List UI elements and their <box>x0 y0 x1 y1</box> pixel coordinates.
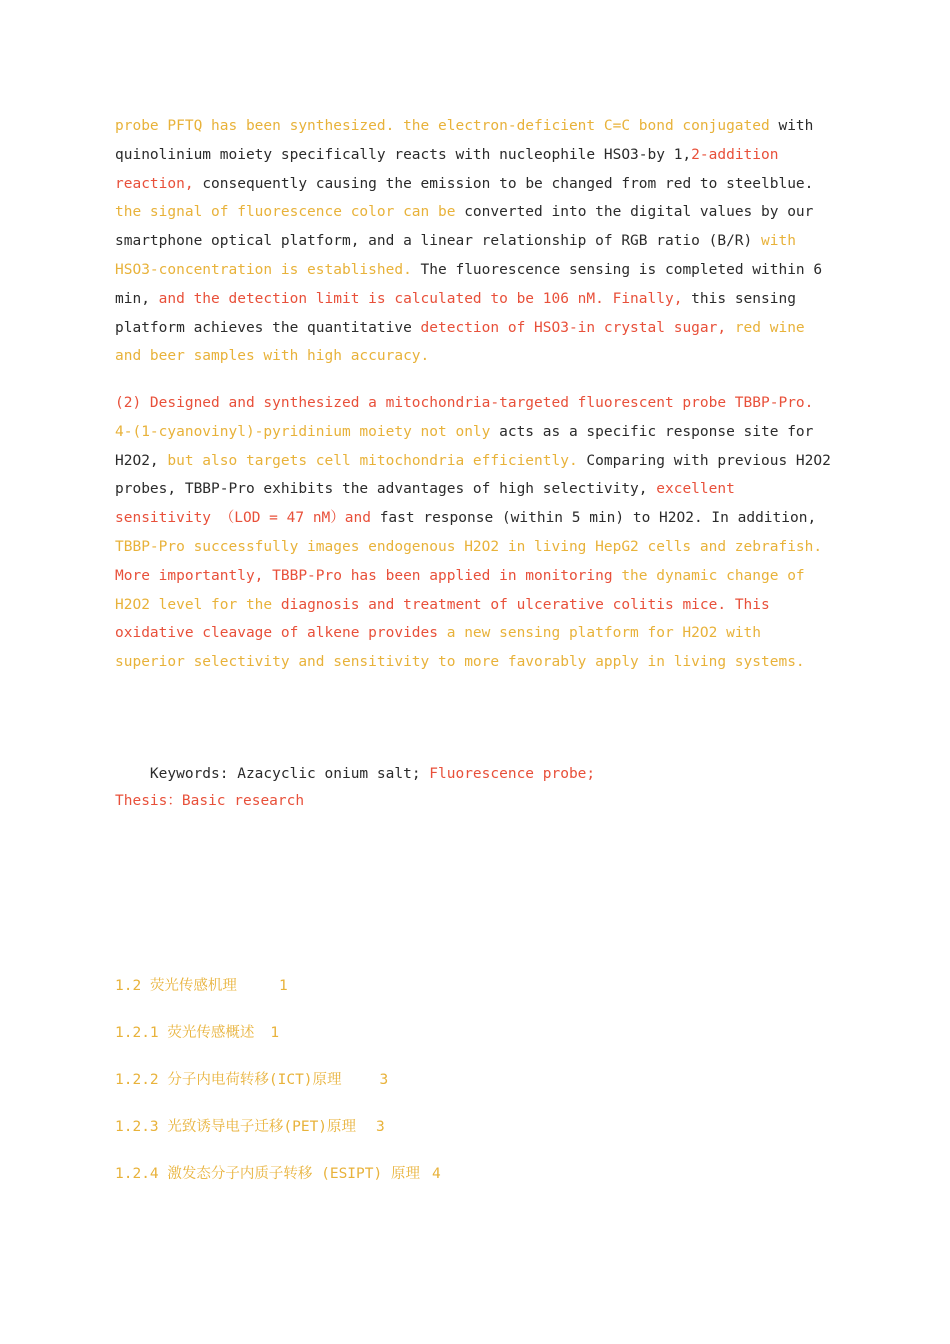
text-run: acts as a specific response site for H2O2, <box>115 423 823 469</box>
abstract-paragraph-1 <box>115 112 835 371</box>
text-run: 4-(1-cyanovinyl)-pyridinium moiety not only <box>115 423 500 440</box>
text-run: TBBP-Pro successfully images endogenous H2O2 in living HepG2 cells and zebrafish. <box>115 538 831 555</box>
text-run: the signal of fluorescence color can be <box>115 204 465 221</box>
text-run: red wine and beer samples with high accuracy. <box>115 319 814 365</box>
toc-entry-1-2-2[interactable] <box>115 1070 388 1090</box>
text-run: the dynamic change of H2O2 level for the <box>115 567 814 613</box>
text-run: excellent sensitivity （LOD = 47 nM）and <box>115 481 744 527</box>
text-run: detection of HSO3-in crystal sugar, <box>420 319 735 336</box>
text-run: and the detection limit is calculated to be 106 nM. Finally, <box>158 290 692 307</box>
toc-page: 1 <box>270 1025 280 1041</box>
abstract-paragraph-2 <box>115 389 840 677</box>
text-run: a new sensing platform for H2O2 with superior selectivity and sensitivity to more favorably apply in living systems. <box>115 625 805 671</box>
toc-number: 1.2.4 <box>115 1166 159 1182</box>
toc-entry-1-2-1[interactable] <box>115 1023 279 1043</box>
text-run: Comparing with previous H2O2 probes, TBBP-Pro exhibits the advantages of high selectivity, <box>115 452 840 498</box>
toc-title: 光致诱导电子迁移(PET)原理 <box>167 1119 357 1135</box>
toc-title: 激发态分子内质子转移 (ESIPT) 原理 <box>167 1166 420 1182</box>
text-run: probe PFTQ has been synthesized. the electron-deficient C=C bond conjugated <box>115 118 779 134</box>
text-run: 2-addition reaction, <box>115 146 788 192</box>
toc-page: 4 <box>431 1166 441 1182</box>
text-run: with HSO3-concentration is established. <box>115 233 805 278</box>
toc-number: 1.2 <box>115 978 142 994</box>
toc-number: 1.2.2 <box>115 1072 159 1088</box>
text-run: (2) Designed and synthesized a mitochondria-targeted fluorescent probe TBBP-Pro. <box>115 395 823 411</box>
toc-title: 荧光传感机理 <box>149 978 237 994</box>
text-run: consequently causing the emission to be changed from red to steelblue. <box>202 175 823 192</box>
toc-entry-1-2-4[interactable] <box>115 1164 441 1184</box>
toc-page: 1 <box>278 978 288 994</box>
toc-title: 荧光传感概述 <box>167 1025 255 1041</box>
thesis-type: Thesis：Basic research <box>115 793 305 809</box>
keywords-highlight: Fluorescence probe; <box>429 766 596 782</box>
toc-number: 1.2.1 <box>115 1025 159 1041</box>
text-run: diagnosis and treatment of ulcerative colitis mice. This oxidative cleavage of alkene provides <box>115 596 779 642</box>
toc-page: 3 <box>379 1072 389 1088</box>
text-run: this sensing platform achieves the quantitative <box>115 290 805 336</box>
toc-entry-1-2-3[interactable] <box>115 1117 385 1137</box>
text-run: fast response (within 5 min) to H2O2. In addition, <box>379 510 825 527</box>
text-run: More importantly, TBBP-Pro has been applied in monitoring <box>115 567 622 584</box>
toc-number: 1.2.3 <box>115 1119 159 1135</box>
toc-page: 3 <box>376 1119 385 1135</box>
toc-entry-1-2[interactable] <box>115 976 288 996</box>
toc-title: 分子内电荷转移(ICT)原理 <box>167 1072 342 1088</box>
text-run: The fluorescence sensing is completed within 6 min, <box>115 261 831 307</box>
text-run: with quinolinium moiety specifically reacts with nucleophile HSO3-by 1, <box>115 118 823 163</box>
keywords-label: Keywords: Azacyclic onium salt; <box>149 766 430 782</box>
text-run: but also targets cell mitochondria efficiently. <box>167 452 587 469</box>
text-run: converted into the digital values by our smartphone optical platform, and a linear relationship of RGB ratio (B/R) <box>115 204 823 250</box>
